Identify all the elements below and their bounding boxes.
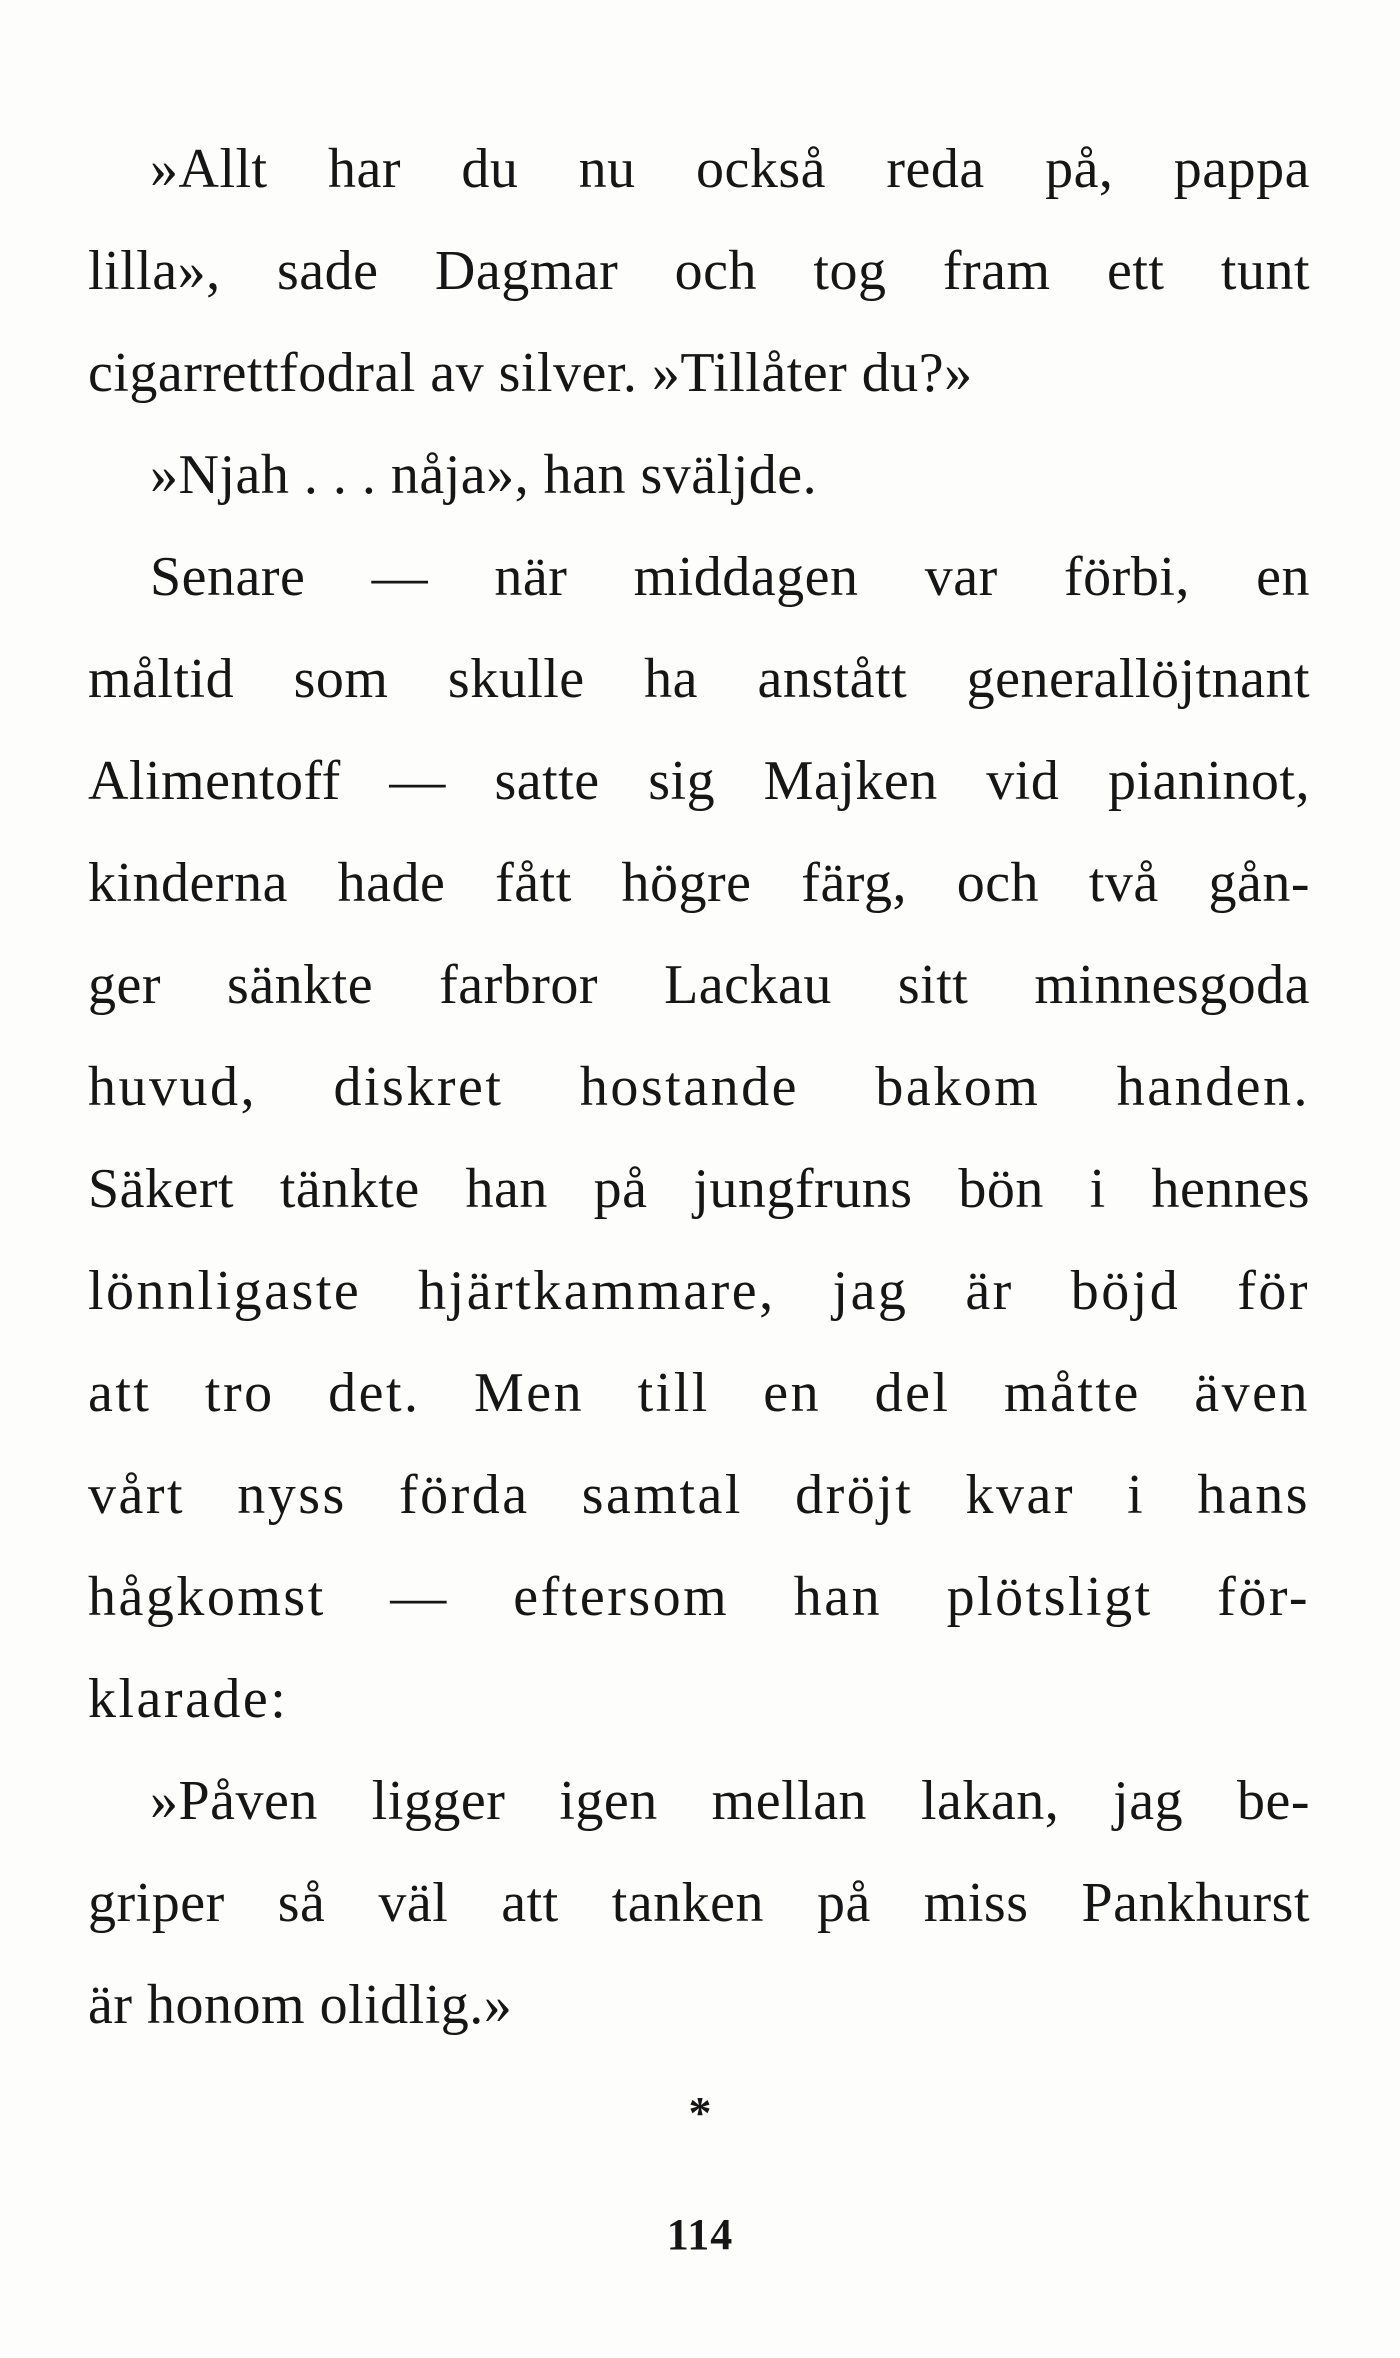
text-line: vårt nyss förda samtal dröjt kvar i hans xyxy=(88,1464,1310,1526)
body-text xyxy=(88,118,1310,2056)
text-line: måltid som skulle ha anstått generallöjtnant xyxy=(88,648,1310,710)
text-line: Senare — när middagen var förbi, en xyxy=(150,546,1310,608)
text-line: att tro det. Men till en del måtte även xyxy=(88,1362,1310,1424)
text-line: huvud, diskret hostande bakom handen. xyxy=(88,1056,1310,1118)
text-line: »Påven ligger igen mellan lakan, jag be- xyxy=(150,1770,1310,1832)
text-line: griper så väl att tanken på miss Pankhurst xyxy=(88,1872,1310,1934)
text-line: »Allt har du nu också reda på, pappa xyxy=(150,138,1310,200)
text-line: klarade: xyxy=(88,1668,289,1730)
text-line: kinderna hade fått högre färg, och två gån- xyxy=(88,852,1310,914)
text-line: cigarrettfodral av silver. »Tillåter du?» xyxy=(88,342,973,404)
text-line: »Njah . . . nåja», han sväljde. xyxy=(150,444,818,506)
text-line: är honom olidlig.» xyxy=(88,1974,513,2036)
text-line: Alimentoff — satte sig Majken vid pianinot, xyxy=(88,750,1310,812)
text-line: Säkert tänkte han på jungfruns bön i hennes xyxy=(88,1158,1310,1220)
section-separator: * xyxy=(688,2087,712,2138)
page-number: 114 xyxy=(666,2210,734,2259)
text-line: lilla», sade Dagmar och tog fram ett tunt xyxy=(88,240,1310,302)
text-line: lönnligaste hjärtkammare, jag är böjd för xyxy=(88,1260,1310,1322)
text-line: ger sänkte farbror Lackau sitt minnesgoda xyxy=(88,954,1310,1016)
text-line: hågkomst — eftersom han plötsligt för- xyxy=(88,1566,1310,1628)
